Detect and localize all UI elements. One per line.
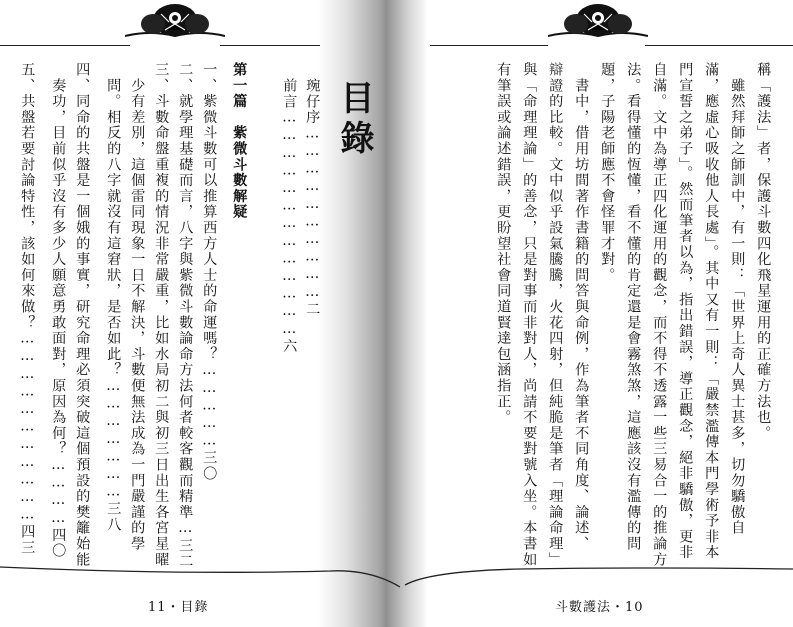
body-line-11: 有筆誤或論述錯誤，更盼望社會同道賢達包涵指正。 <box>495 62 512 426</box>
question-3-cont-b: 問。相反的八字就沒有這窘狀，是否如此？…………………三八 <box>105 62 122 533</box>
header-rule-left-a <box>0 45 130 46</box>
question-3: 三、斗數命盤重複的情況非常嚴重，比如水局初二與初三日出生各宮星曜 <box>153 62 170 568</box>
header-rule-right-a <box>430 45 548 46</box>
toc-entry-foreword: 前言…………………………………六 <box>281 78 298 355</box>
toc-entry-preface: 琬仔序…………………………二 <box>304 78 321 318</box>
question-3-cont-a: 少有差別，這個雷同現象一日不解決，斗數便無法成為一門嚴謹的學 <box>129 62 146 552</box>
body-line-4: 門宣誓之弟子」。然而筆者以為，指出錯誤，導正觀念，絕非驕傲，更非 <box>677 62 694 561</box>
question-2: 二、就學理基礎而言，八字與紫微斗數論命方法何者較客觀而精準…三二 <box>177 62 194 570</box>
question-1: 一、紫微斗數可以推算西方人士的命運嗎？……………三〇 <box>201 62 218 482</box>
body-line-5: 自滿。文中為導正四化運用的觀念，而不得不透露一些三易合一的推論方 <box>651 62 668 568</box>
body-line-10: 與「命理理論」的善念，只是對事而非對人，尚請不要對號入坐。本書如 <box>521 62 538 568</box>
question-4: 四、同命的共盤是一個娥的事實，研究命理必須突破這個預設的樊籬始能 <box>74 62 91 568</box>
flower-ornament-left <box>125 0 225 40</box>
body-line-9: 辯證的比較。文中似乎設氣騰騰，火花四射，但純脆是筆者「理論命理」 <box>547 62 564 568</box>
body-line-6: 法。看得懂的恆懂，看不懂的肯定還是會霧煞煞，這應該沒有濫傳的問 <box>625 62 642 552</box>
flower-ornament-right <box>548 0 648 40</box>
page-bottom-edges <box>0 565 793 590</box>
header-rule-right-b <box>645 45 793 46</box>
body-line-8: 書中，借用坊間著作書籍的問答與命例，作為筆者不同角度、論述、 <box>573 62 590 552</box>
body-line-1: 稱「護法」者，保護斗數四化飛星運用的正確方法也。 <box>755 62 772 442</box>
body-line-2: 雖然拜師之師訓中，有一則：「世界上奇人異士甚多，切勿驕傲自 <box>729 62 746 536</box>
toc-title: 目錄 <box>334 80 374 160</box>
body-line-3: 滿，應虛心吸收他人長處」。其中又有一則：「嚴禁濫傳本門學術予非本 <box>703 62 720 561</box>
page-number-right: 斗數護法・10 <box>555 600 644 615</box>
header-rule-left-b <box>220 45 320 46</box>
body-line-7: 題，子陽老師應不會怪罪才對。 <box>599 62 616 284</box>
page-number-left: 11・目錄 <box>148 600 209 615</box>
question-4-cont: 奏功，目前似乎沒有多少人願意勇敢面對，原因為何？…………四〇 <box>50 62 67 559</box>
question-5: 五、共盤若要討論特性，該如何來做？……………………………四三 <box>19 62 36 556</box>
chapter-heading: 第一篇 紫微斗數解疑 <box>231 62 248 220</box>
